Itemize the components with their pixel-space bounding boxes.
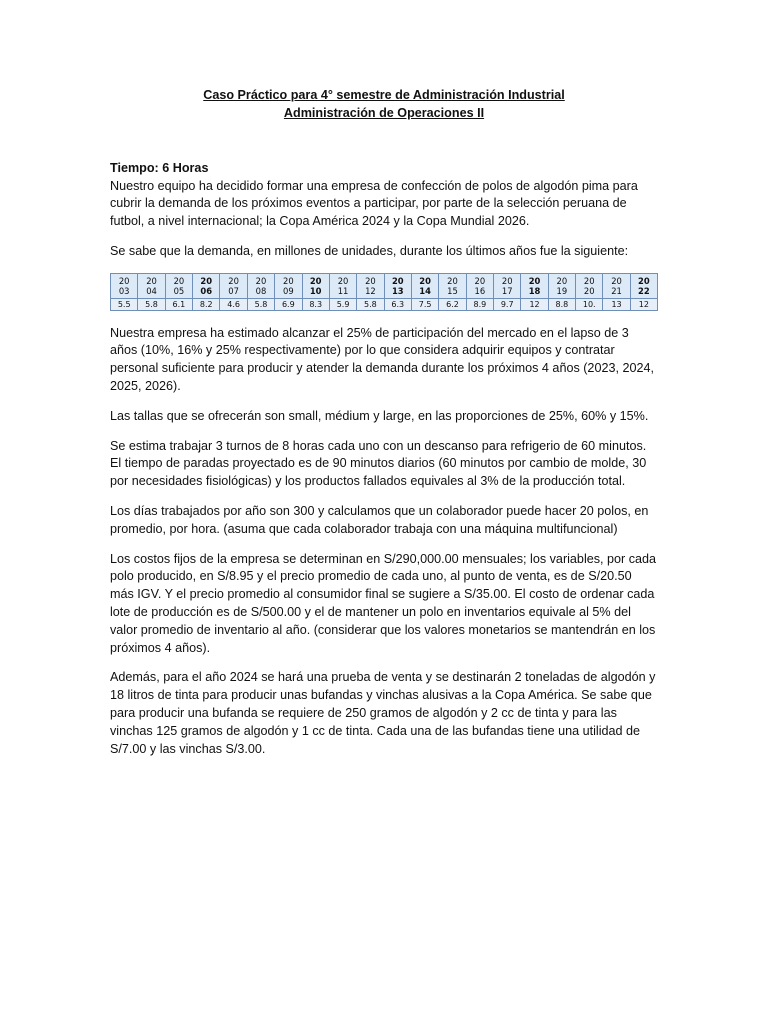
- year-cell: [357, 273, 384, 298]
- year-cell-suffix: 11: [337, 286, 349, 297]
- year-cell-century: 20: [583, 275, 595, 286]
- year-cell-suffix: 05: [173, 286, 185, 297]
- demand-value-cell: 5.9: [329, 298, 356, 310]
- year-cell: [111, 273, 138, 298]
- year-cell-suffix: 16: [474, 286, 486, 297]
- demand-value-cell: 8.8: [548, 298, 575, 310]
- year-cell-suffix: 10: [309, 286, 322, 297]
- demand-value-cell: 6.9: [275, 298, 302, 310]
- paragraph-test-sale: Además, para el año 2024 se hará una prueba de venta y se destinarán 2 toneladas de algodón y 18 litros de tinta para producir unas bufandas y vinchas alusivas a la Copa América. Se sabe que para producir una bufanda se requiere de 250 gramos de algodón y 2 cc de tinta y para las vinchas 125 gramos de algodón y 1 cc de tinta. Cada una de las bufandas tiene una utilidad de S/7.00 y las vinchas S/3.00.: [110, 670, 656, 756]
- year-cell-century: 20: [283, 275, 294, 286]
- year-cell-century: 20: [474, 275, 486, 286]
- paragraph-market-share: Nuestra empresa ha estimado alcanzar el 25% de participación del mercado en el lapso de 3 años (10%, 16% y 25% respectivamente) por lo que considera adquirir equipos y contratar personal suficiente para producir y atender la demanda durante los próximos 4 años (2023, 2024, 2025, 2026).: [110, 325, 654, 394]
- time-label: Tiempo: 6 Horas: [110, 161, 209, 175]
- year-cell-century: 20: [365, 275, 376, 286]
- year-cell-century: 20: [556, 275, 568, 286]
- year-cell-suffix: 18: [528, 286, 541, 297]
- demand-value-cell: 10.: [576, 298, 603, 310]
- year-cell-century: 20: [611, 275, 622, 286]
- year-cell-suffix: 04: [146, 286, 157, 297]
- year-cell: [247, 273, 274, 298]
- demand-value-cell: 6.2: [439, 298, 466, 310]
- year-cell-century: 20: [447, 275, 458, 286]
- year-cell-suffix: 20: [583, 286, 595, 297]
- year-cell: [138, 273, 165, 298]
- demand-value-cell: 13: [603, 298, 630, 310]
- demand-value-cell: 6.1: [165, 298, 192, 310]
- demand-value-cell: 5.8: [247, 298, 274, 310]
- demand-value-cell: 12: [630, 298, 657, 310]
- paragraph-sizes: Las tallas que se ofrecerán son small, médium y large, en las proporciones de 25%, 60% y 15%.: [110, 408, 649, 423]
- year-cell-suffix: 17: [501, 286, 513, 297]
- year-cell-suffix: 19: [556, 286, 568, 297]
- year-cell-suffix: 06: [200, 286, 213, 297]
- demand-value-cell: 8.3: [302, 298, 329, 310]
- year-cell-century: 20: [419, 275, 431, 286]
- year-cell-suffix: 22: [638, 286, 650, 297]
- demand-value-cell: 7.5: [411, 298, 438, 310]
- year-cell-suffix: 13: [391, 286, 404, 297]
- demand-table: [110, 273, 658, 311]
- demand-value-cell: 6.3: [384, 298, 411, 310]
- paragraph-work-days: Los días trabajados por año son 300 y calculamos que un colaborador puede hacer 20 polos, en promedio, por hora. (asuma que cada colaborador trabaja con una máquina multifuncional): [110, 504, 649, 536]
- year-cell: [630, 273, 657, 298]
- paragraph-shifts: Se estima trabajar 3 turnos de 8 horas cada uno con un descanso para refrigerio de 60 minutos. El tiempo de paradas proyectado es de 90 minutos diarios (60 minutos por cambio de molde, 30 por necesidades fisiológicas) y los productos fallados equivales al 3% de la producción total.: [110, 438, 647, 489]
- demand-value-cell: 8.2: [193, 298, 220, 310]
- year-cell-century: 20: [337, 275, 349, 286]
- year-cell: [411, 273, 438, 298]
- year-cell-suffix: 09: [283, 286, 294, 297]
- demand-table-value-row: [111, 298, 658, 310]
- year-cell: [466, 273, 493, 298]
- year-cell: [439, 273, 466, 298]
- title-line-2: Administración de Operaciones II: [283, 106, 485, 120]
- demand-value-cell: 9.7: [494, 298, 521, 310]
- demand-value-cell: 12: [521, 298, 548, 310]
- demand-table-year-row: [111, 273, 658, 298]
- paragraph-demand-intro: Se sabe que la demanda, en millones de unidades, durante los últimos años fue la siguiente:: [110, 243, 629, 258]
- year-cell: [521, 273, 548, 298]
- year-cell: [576, 273, 603, 298]
- year-cell: [548, 273, 575, 298]
- year-cell: [220, 273, 247, 298]
- year-cell-century: 20: [228, 275, 239, 286]
- title-line-1: Caso Práctico para 4° semestre de Administración Industrial: [203, 88, 565, 102]
- demand-value-cell: 5.8: [138, 298, 165, 310]
- document-title: [110, 86, 658, 122]
- demand-value-cell: 5.8: [357, 298, 384, 310]
- year-cell-century: 20: [146, 275, 157, 286]
- year-cell: [329, 273, 356, 298]
- year-cell-century: 20: [173, 275, 185, 286]
- paragraph-costs: Los costos fijos de la empresa se determinan en S/290,000.00 mensuales; los variables, por cada polo producido, en S/8.95 y el precio promedio de cada uno, al punto de venta, es de S/20.50 más IGV. Y el precio promedio al consumidor final se sugiere a S/35.00. El costo de ordenar cada lote de producción es de S/500.00 y el de mantener un polo en inventarios equivale al 5% del valor promedio de inventario al año. (considerar que los valores monetarios se mantendrán en los próximos 4 años).: [110, 551, 657, 655]
- year-cell-suffix: 15: [447, 286, 458, 297]
- demand-value-cell: 5.5: [111, 298, 138, 310]
- year-cell-century: 20: [528, 275, 541, 286]
- year-cell-suffix: 03: [118, 286, 130, 297]
- year-cell: [603, 273, 630, 298]
- year-cell: [384, 273, 411, 298]
- year-cell-century: 20: [309, 275, 322, 286]
- demand-value-cell: 4.6: [220, 298, 247, 310]
- year-cell-suffix: 14: [419, 286, 431, 297]
- year-cell-century: 20: [391, 275, 404, 286]
- year-cell-century: 20: [638, 275, 650, 286]
- year-cell: [275, 273, 302, 298]
- year-cell-century: 20: [118, 275, 130, 286]
- year-cell: [165, 273, 192, 298]
- year-cell-suffix: 08: [255, 286, 267, 297]
- year-cell-century: 20: [501, 275, 513, 286]
- demand-value-cell: 8.9: [466, 298, 493, 310]
- year-cell-century: 20: [200, 275, 213, 286]
- year-cell-suffix: 21: [611, 286, 622, 297]
- paragraph-intro: Nuestro equipo ha decidido formar una empresa de confección de polos de algodón pima para cubrir la demanda de los próximos eventos a participar, por parte de la selección peruana de futbol, a nivel internacional; la Copa América 2024 y la Copa Mundial 2026.: [110, 178, 638, 229]
- year-cell-century: 20: [255, 275, 267, 286]
- year-cell: [494, 273, 521, 298]
- year-cell-suffix: 12: [365, 286, 376, 297]
- year-cell: [193, 273, 220, 298]
- year-cell: [302, 273, 329, 298]
- year-cell-suffix: 07: [228, 286, 239, 297]
